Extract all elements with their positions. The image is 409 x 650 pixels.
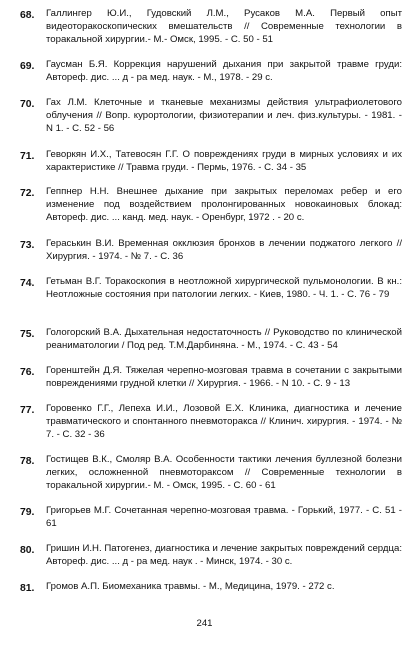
entry-text: Гаусман Б.Я. Коррекция нарушений дыхания при закрытой травме груди: Автореф. дис. ... д - ра мед. наук. - М., 1978. - 29 с. [46, 59, 402, 83]
entry-text: Горенштейн Д.Я. Тяжелая черепно-мозговая травма в сочетании с закрытыми повреждениями грудной клетки // Хирургия. - 1966. - N 10. - С. 9 - 13 [46, 365, 402, 389]
bibliography-entry-77 [20, 403, 402, 441]
entry-number: 69. [20, 61, 35, 72]
entry-text: Григорьев М.Г. Сочетанная черепно-мозговая травма. - Горький, 1977. - С. 51 - 61 [46, 505, 402, 529]
bibliography-entry-71 [20, 149, 402, 175]
bibliography-entry-73 [20, 238, 402, 264]
entry-number: 72. [20, 188, 35, 199]
entry-number: 73. [20, 240, 35, 251]
entry-text: Гришин И.Н. Патогенез, диагностика и лечение закрытых повреждений сердца: Автореф. дис. ... д - ра мед. наук . - Минск, 1974. - 30 с. [46, 543, 402, 567]
bibliography-entry-69 [20, 59, 402, 85]
entry-text: Геворкян И.Х., Татевосян Г.Г. О повреждениях груди в мирных условиях и их характеристике // Травма груди. - Пермь, 1976. - С. 34 - 35 [46, 149, 402, 173]
entry-text: Горовенко Г.Г., Лепеха И.И., Лозовой Е.Х. Клиника, диагностика и лечение травматического и спонтанного пневмоторакса // Клинич. хирургия. - 1974. - № 7. - С. 32 - 36 [46, 403, 402, 440]
bibliography-entry-75 [20, 327, 402, 353]
entry-number: 76. [20, 367, 35, 378]
bibliography-entry-76 [20, 365, 402, 391]
bibliography-entry-80 [20, 543, 402, 569]
bibliography-entry-74 [20, 276, 402, 302]
entry-text: Гостищев В.К., Смоляр В.А. Особенности тактики лечения буллезной болезни легких, осложненной пневмотораксом // Современные технологии в торакальной хирургии.- М. - Омск, 1995. - С. 60 - 61 [46, 454, 402, 491]
page-number: 241 [196, 618, 213, 629]
entry-number: 70. [20, 99, 35, 110]
bibliography-entry-72 [20, 186, 402, 224]
entry-text: Гологорский В.А. Дыхательная недостаточность // Руководство по клинической реаниматологии / Под ред. Т.М.Дарбиняна. - М., 1974. - С. 43 - 54 [46, 327, 402, 351]
entry-number: 79. [20, 507, 35, 518]
bibliography-entry-70 [20, 97, 402, 135]
entry-text: Гах Л.М. Клеточные и тканевые механизмы действия ультрафиолетового облучения // Вопр. курортологии, физиотерапии и леч. физ.культуры. - 1981. - N 1. - С. 52 - 56 [46, 97, 402, 134]
entry-number: 78. [20, 456, 35, 467]
bibliography-entry-78 [20, 454, 402, 492]
entry-number: 75. [20, 329, 35, 340]
entry-text: Геппнер Н.Н. Внешнее дыхание при закрытых переломах ребер и его изменение под воздействием пролонгированных новокаиновых блокад: Автореф. дис. ... канд. мед. наук. - Оренбург, 1972 . - 20 с. [46, 186, 402, 223]
entry-text: Галлингер Ю.И., Гудовский Л.М., Русаков М.А. Первый опыт видеоторакоскопических вмешательств // Современные технологии в торакальной хирургии.- М.- Омск, 1995. - С. 50 - 51 [46, 8, 402, 45]
entry-number: 71. [20, 151, 35, 162]
entry-text: Гераськин В.И. Временная окклюзия бронхов в лечении поджатого легкого // Хирургия. - 1974. - № 7. - С. 36 [46, 238, 402, 262]
entry-number: 74. [20, 278, 35, 289]
entry-number: 77. [20, 405, 35, 416]
entry-number: 81. [20, 583, 35, 594]
entry-text: Громов А.П. Биомеханика травмы. - М., Медицина, 1979. - 272 с. [46, 581, 335, 592]
entry-number: 68. [20, 10, 35, 21]
bibliography-entry-81 [20, 581, 402, 594]
entry-text: Гетьман В.Г. Торакоскопия в неотложной хирургической пульмонологии. В кн.: Неотложные состояния при патологии легких. - Киев, 1980. - Ч. 1. - С. 76 - 79 [46, 276, 402, 300]
bibliography-entry-68 [20, 8, 402, 46]
entry-number: 80. [20, 545, 35, 556]
bibliography-entry-79 [20, 505, 402, 531]
